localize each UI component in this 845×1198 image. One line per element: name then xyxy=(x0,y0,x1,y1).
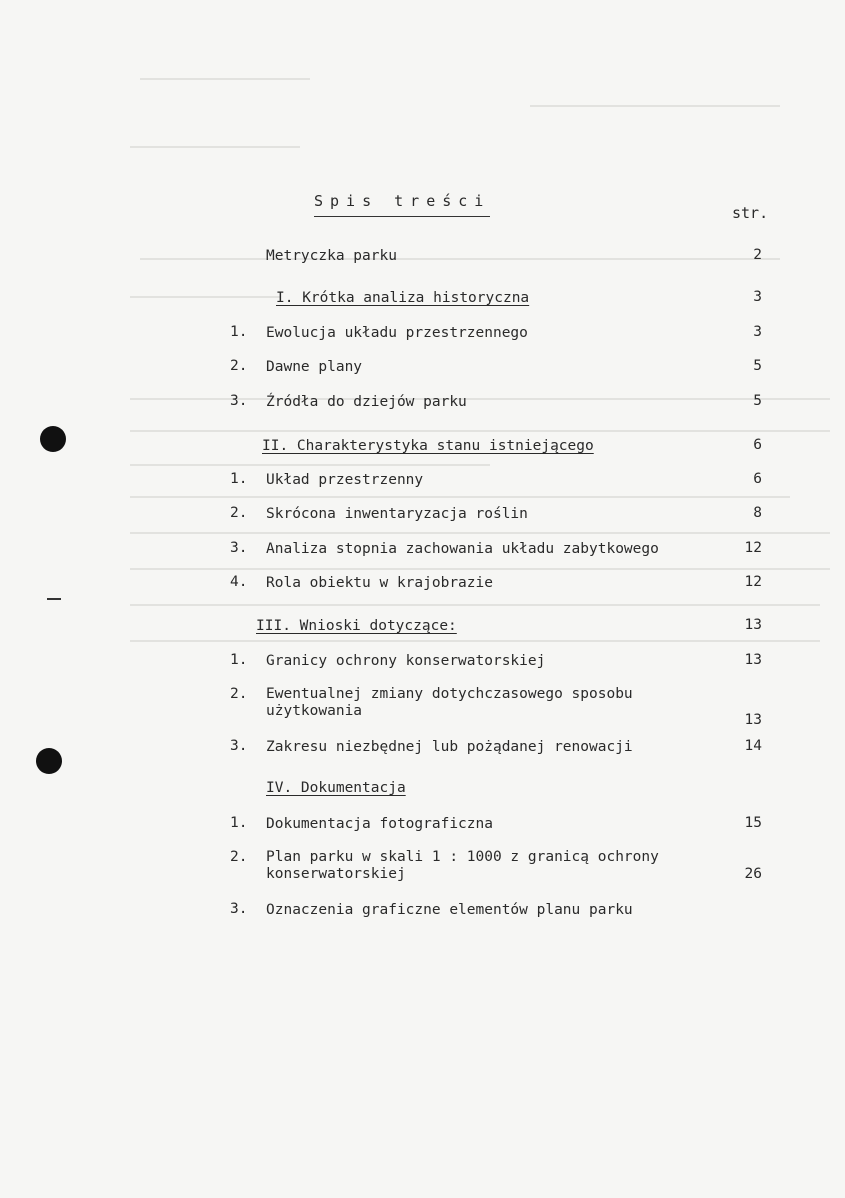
toc-item-label: Metryczka parku xyxy=(266,248,397,264)
toc-item-label: Dawne plany xyxy=(266,359,363,375)
toc-page-number: 3 xyxy=(753,324,762,340)
bleed-through-line xyxy=(130,296,280,298)
toc-item-label: Granicy ochrony konserwatorskiej xyxy=(266,653,546,669)
bleed-through-line xyxy=(130,430,830,432)
bleed-through-line xyxy=(140,78,310,80)
toc-section-heading: III. Wnioski dotyczące: xyxy=(256,618,457,634)
bleed-through-line xyxy=(530,105,780,107)
toc-item-number: 4. xyxy=(230,574,248,590)
toc-item-label: Rola obiektu w krajobrazie xyxy=(266,575,493,591)
toc-item-number: 2. xyxy=(230,686,248,702)
bleed-through-line xyxy=(130,496,790,498)
toc-page-number: 5 xyxy=(753,358,762,374)
margin-mark xyxy=(47,598,61,600)
toc-page-number: 13 xyxy=(744,652,762,668)
toc-page-number: 12 xyxy=(744,574,762,590)
toc-item-number: 1. xyxy=(230,815,248,831)
toc-item-label: Oznaczenia graficzne elementów planu parku xyxy=(266,902,633,918)
toc-item-label: Ewolucja układu przestrzennego xyxy=(266,325,528,341)
toc-page-number: 6 xyxy=(753,471,762,487)
bleed-through-line xyxy=(130,532,830,534)
bleed-through-line xyxy=(130,568,830,570)
punch-hole-top xyxy=(40,426,66,452)
toc-item-label: Układ przestrzenny xyxy=(266,472,424,488)
toc-item-label: Zakresu niezbędnej lub pożądanej renowacji xyxy=(266,739,633,755)
toc-page-number: 13 xyxy=(744,712,762,728)
bleed-through-line xyxy=(130,146,300,148)
toc-item-label: Analiza stopnia zachowania układu zabytkowego xyxy=(266,541,659,557)
toc-item-number: 3. xyxy=(230,540,248,556)
toc-item-number: 1. xyxy=(230,324,248,340)
document-title: Spis treści xyxy=(314,192,490,217)
toc-item-label: Źródła do dziejów parku xyxy=(266,394,467,410)
toc-item-label: Plan parku w skali 1 : 1000 z granicą ochrony konserwatorskiej xyxy=(266,849,659,882)
toc-item-number: 2. xyxy=(230,849,248,865)
toc-item-number: 3. xyxy=(230,901,248,917)
toc-section-heading: IV. Dokumentacja xyxy=(266,780,406,796)
page-column-header: str. xyxy=(732,204,769,222)
bleed-through-line xyxy=(130,640,820,642)
toc-item-label: Skrócona inwentaryzacja roślin xyxy=(266,506,528,522)
toc-section-heading: II. Charakterystyka stanu istniejącego xyxy=(262,438,594,454)
toc-item-number: 1. xyxy=(230,471,248,487)
bleed-through-line xyxy=(130,464,490,466)
toc-page-number: 8 xyxy=(753,505,762,521)
toc-page-number: 15 xyxy=(744,815,762,831)
toc-item-label: Dokumentacja fotograficzna xyxy=(266,816,493,832)
toc-section-heading: I. Krótka analiza historyczna xyxy=(276,290,530,306)
toc-page-number: 5 xyxy=(753,393,762,409)
toc-item-number: 3. xyxy=(230,393,248,409)
toc-item-number: 3. xyxy=(230,738,248,754)
toc-item-number: 2. xyxy=(230,505,248,521)
toc-page-number: 3 xyxy=(753,289,762,305)
bleed-through-line xyxy=(140,258,780,260)
toc-page-number: 2 xyxy=(753,247,762,263)
toc-page-number: 13 xyxy=(744,617,762,633)
toc-item-number: 2. xyxy=(230,358,248,374)
toc-page-number: 6 xyxy=(753,437,762,453)
toc-item-number: 1. xyxy=(230,652,248,668)
toc-page-number: 12 xyxy=(744,540,762,556)
bleed-through-line xyxy=(130,604,820,606)
toc-page-number: 26 xyxy=(744,866,762,882)
toc-item-label: Ewentualnej zmiany dotychczasowego sposobu użytkowania xyxy=(266,686,633,719)
punch-hole-bottom xyxy=(36,748,62,774)
toc-page-number: 14 xyxy=(744,738,762,754)
